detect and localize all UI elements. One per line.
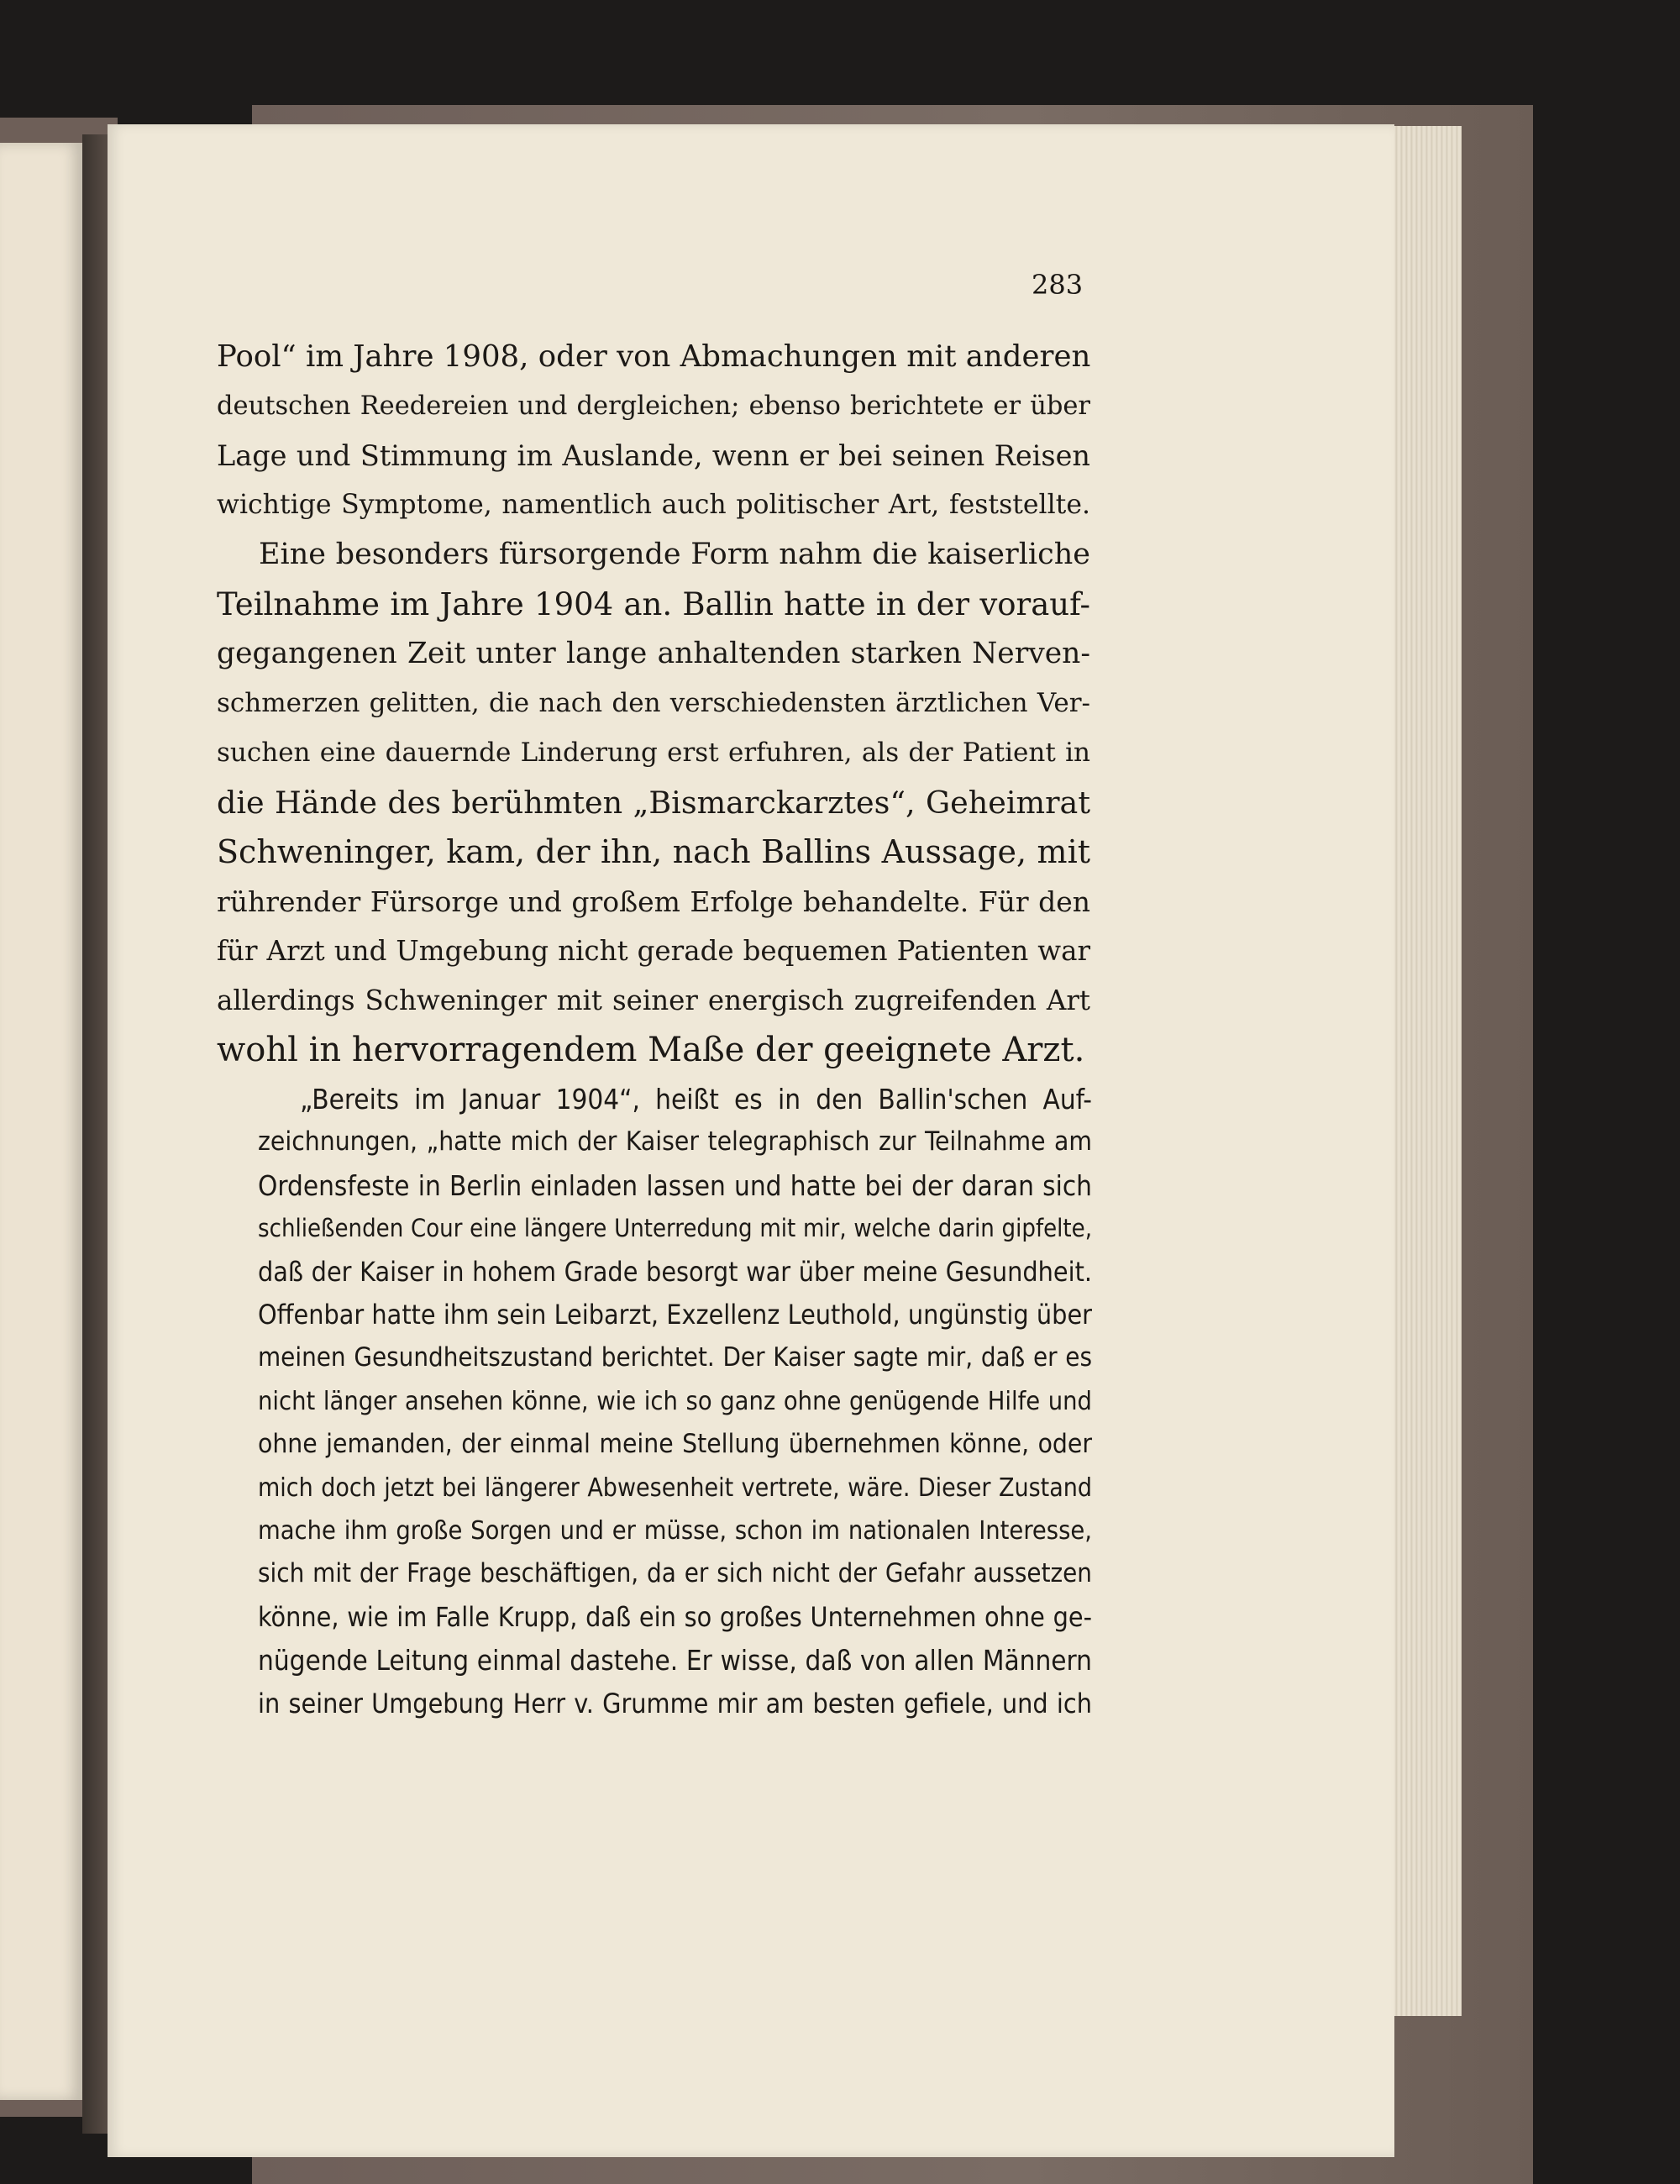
paragraph-1 (217, 332, 1090, 530)
text-line: Teilnahme im Jahre 1904 an. Ballin hatte in der vorauf- (217, 586, 1090, 622)
quote-line: meinen Gesundheitszustand berichtet. Der Kaiser sagte mir, daß er es (258, 1342, 1092, 1373)
text-line: allerdings Schweninger mit seiner energisch zugreifenden Art (217, 984, 1090, 1016)
quote-line: nicht länger ansehen könne, wie ich so ganz ohne genügende Hilfe und (258, 1386, 1092, 1416)
text-line: Eine besonders fürsorgende Form nahm die kaiserliche (259, 538, 1090, 571)
quote-line: Ordensfeste in Berlin einladen lassen und hatte bei der daran sich (258, 1168, 1092, 1202)
paragraph-2 (217, 530, 1090, 1075)
quote-line: könne, wie im Falle Krupp, daß ein so großes Unternehmen ohne ge- (258, 1600, 1092, 1633)
text-line: Lage und Stimmung im Auslande, wenn er bei seinen Reisen (217, 439, 1090, 472)
quoted-passage (258, 1078, 1092, 1725)
quote-line: ohne jemanden, der einmal meine Stellung übernehmen könne, oder (258, 1429, 1092, 1460)
quote-line: Offenbar hatte ihm sein Leibarzt, Exzellenz Leuthold, ungünstig über (258, 1299, 1092, 1331)
text-line: schmerzen gelitten, die nach den verschiedensten ärztlichen Ver- (217, 688, 1090, 718)
text-line: rührender Fürsorge und großem Erfolge behandelte. Für den (217, 885, 1090, 918)
text-line: Pool“ im Jahre 1908, oder von Abmachungen mit anderen (217, 339, 1091, 374)
body-text (217, 332, 1090, 1075)
quote-line: schließenden Cour eine längere Unterredung mit mir, welche darin gipfelte, (258, 1214, 1092, 1243)
text-line: deutschen Reedereien und dergleichen; ebenso berichtete er über (217, 391, 1090, 421)
quote-line: zeichnungen, „hatte mich der Kaiser telegraphisch zur Teilnahme am (258, 1126, 1092, 1158)
text-line: für Arzt und Umgebung nicht gerade bequemen Patienten war (217, 935, 1090, 967)
text-line: gegangenen Zeit unter lange anhaltenden starken Nerven- (217, 637, 1090, 670)
quote-line: mich doch jetzt bei längerer Abwesenheit vertrete, wäre. Dieser Zustand (258, 1473, 1092, 1503)
quote-line: „Bereits im Januar 1904“, heißt es in den Ballin'schen Auf- (300, 1083, 1092, 1116)
quote-line: nügende Leitung einmal dastehe. Er wisse, daß von allen Männern (258, 1644, 1092, 1677)
text-line: die Hände des berühmten „Bismarckarztes“, Geheimrat (217, 785, 1090, 821)
quote-line: in seiner Umgebung Herr v. Grumme mir am besten gefiele, und ich (258, 1687, 1092, 1719)
text-line: wohl in hervorragendem Maße der geeignete Arzt. (217, 1031, 1085, 1069)
text-line: wichtige Symptome, namentlich auch politischer Art, feststellte. (217, 490, 1090, 520)
page-number: 283 (1032, 269, 1084, 301)
text-line: Schweninger, kam, der ihn, nach Ballins Aussage, mit (217, 833, 1090, 870)
left-page-edge (0, 143, 82, 2100)
quote-line: daß der Kaiser in hohem Grade besorgt war über meine Gesundheit. (258, 1255, 1092, 1288)
quote-line: mache ihm große Sorgen und er müsse, schon im nationalen Interesse, (258, 1516, 1092, 1546)
text-line: suchen eine dauernde Linderung erst erfuhren, als der Patient in (217, 738, 1090, 768)
quote-line: sich mit der Frage beschäftigen, da er sich nicht der Gefahr aussetzen (258, 1558, 1092, 1589)
